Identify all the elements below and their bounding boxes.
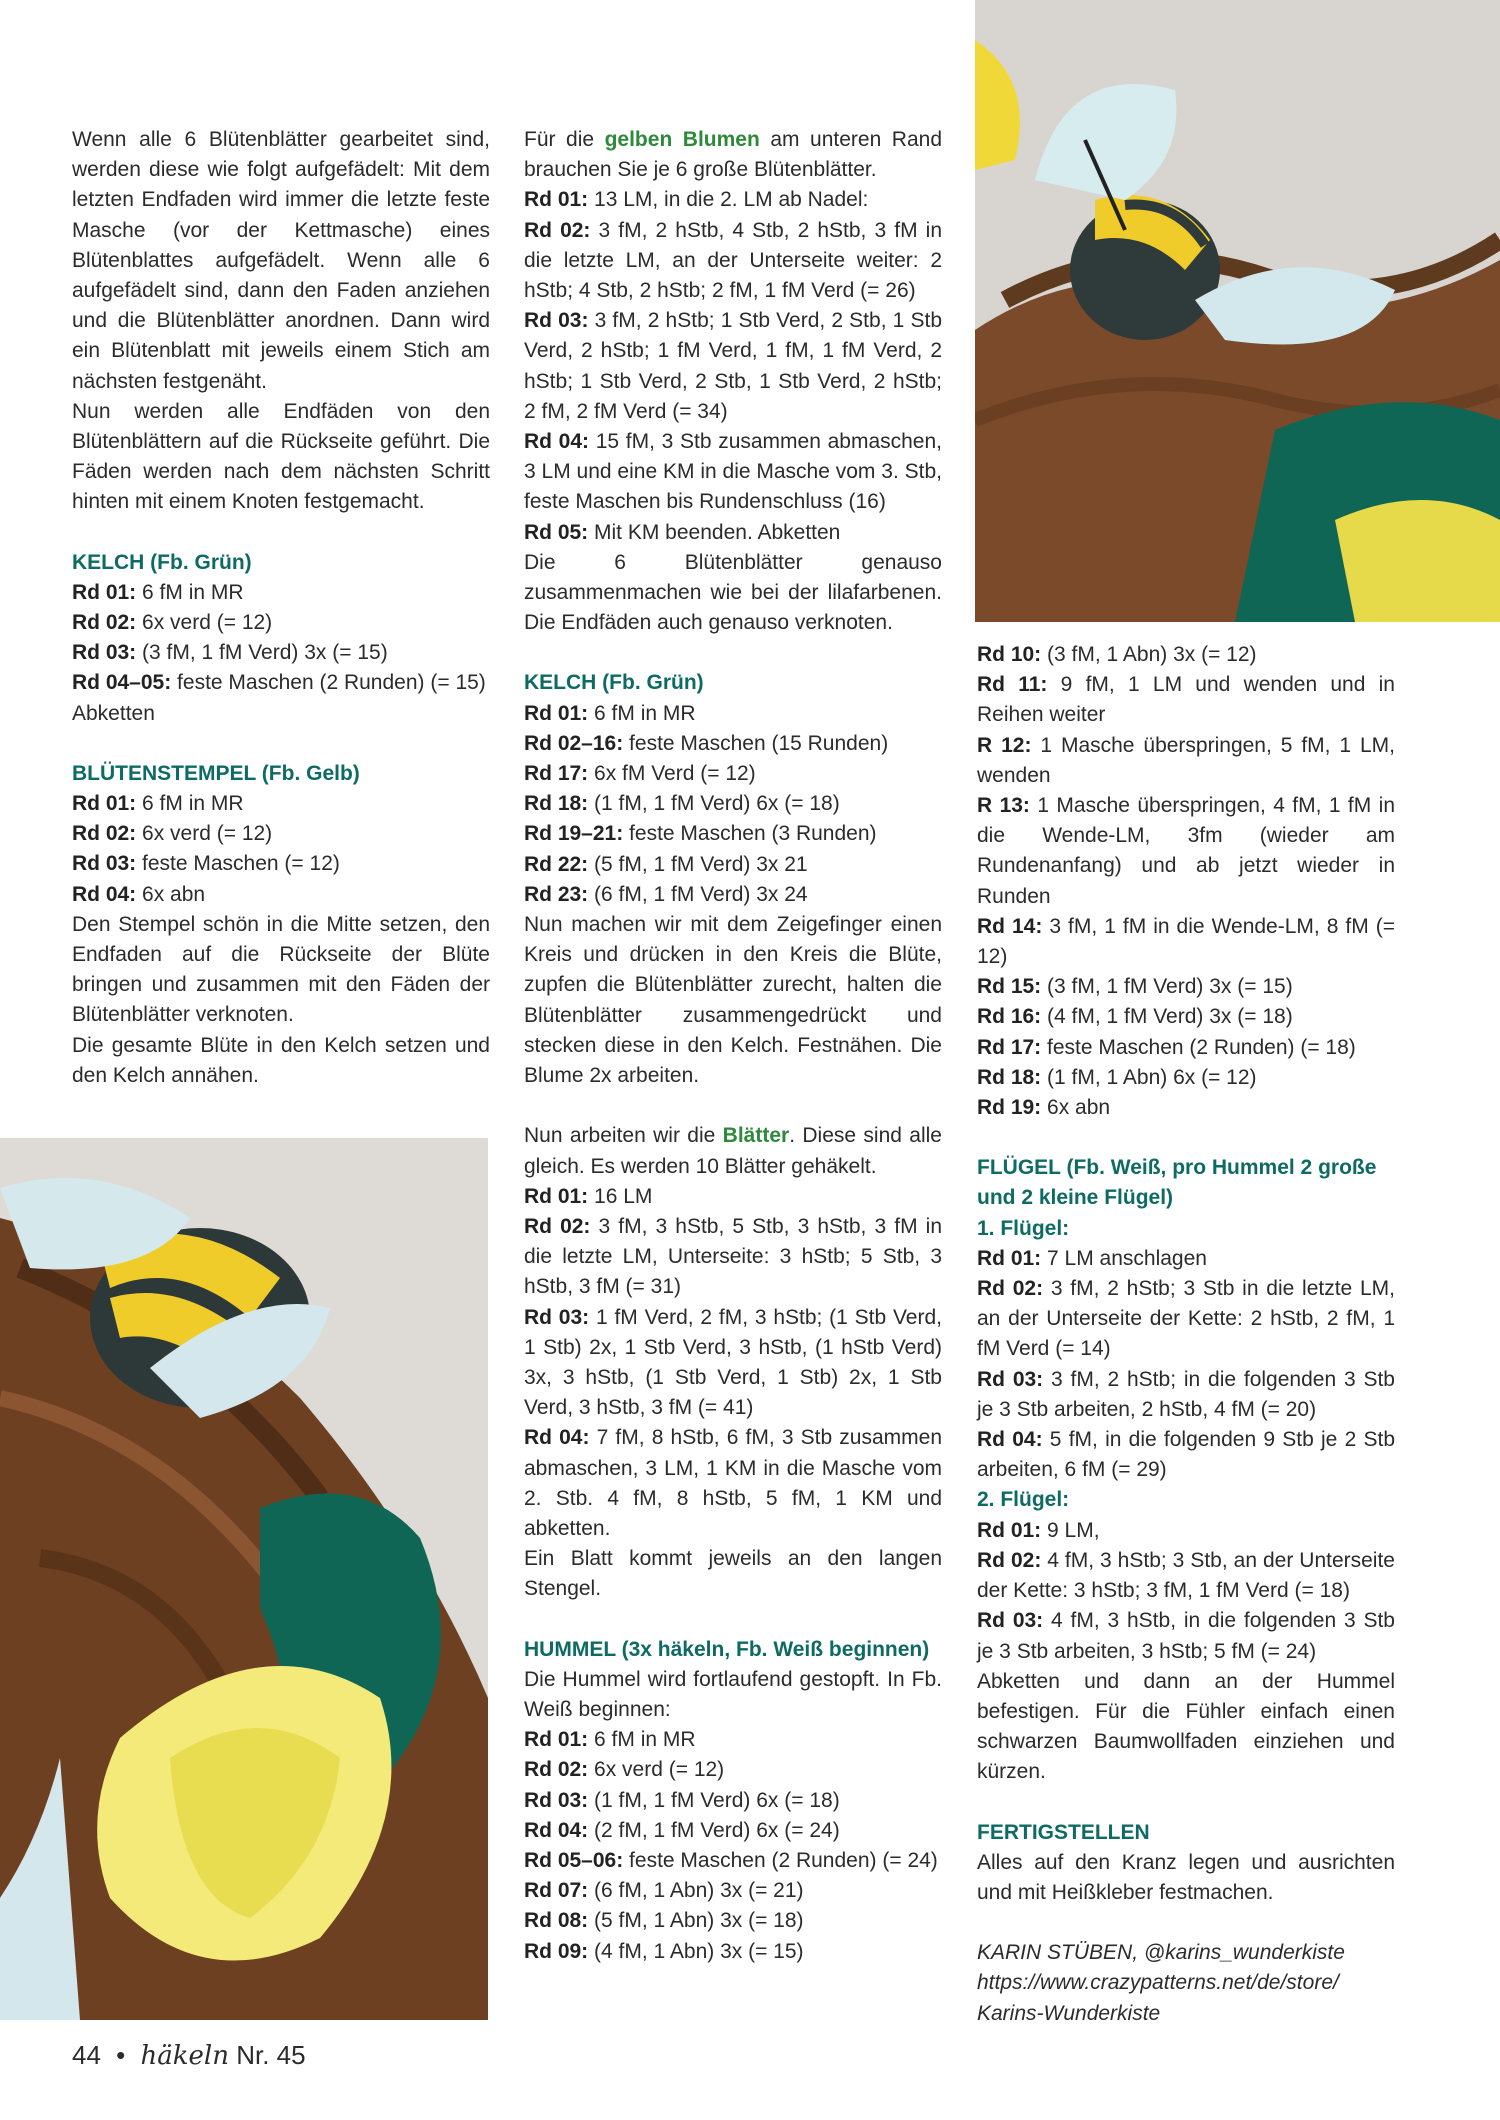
round-line: R 13: 1 Masche überspringen, 4 fM, 1 fM in die Wende-LM, 3fm (wieder am Rundenanfang) und ab jetzt wieder in Runden [977,794,1396,908]
magazine-name: häkeln [140,2041,229,2071]
round-line: Rd 03: 1 fM Verd, 2 fM, 3 hStb; (1 Stb Verd, 1 Stb) 2x, 1 Stb Verd, 3 hStb, (1 hStb Verd) 3x, 3 hStb, (1 Stb Verd, 1 Stb) 2x, 1 Stb Verd, 3 hStb, 3 fM (= 41) [524,1305,942,1420]
round-line: Rd 04: 5 fM, in die folgenden 9 Stb je 2 Stb arbeiten, 6 fM (= 29) [977,1428,1395,1482]
section-heading-hummel: HUMMEL (3x häkeln, Fb. Weiß beginnen) [524,1637,930,1661]
round-line: Rd 02–16: feste Maschen (15 Runden) [524,731,889,755]
round-line: Rd 17: feste Maschen (2 Runden) (= 18) [977,1035,1356,1059]
paragraph: Wenn alle 6 Blütenblätter gearbeitet sind, werden diese wie folgt aufgefädelt: Mit dem letzten Endfaden wird immer die letzte feste Masche (vor der Kettmasche) eines Blütenblattes aufgefädelt. Wenn alle 6 aufgefädelt sind, dann den Faden anziehen und die Blütenblätter anordnen. Dann wird ein Blütenblatt mit jeweils einem Stich am nächsten festgenäht. [72,128,490,393]
round-line: Rd 15: (3 fM, 1 fM Verd) 3x (= 15) [977,975,1293,999]
round-line: Rd 02: 3 fM, 3 hStb, 5 Stb, 3 hStb, 3 fM in die letzte LM, Unterseite: 3 hStb; 5 Stb, 3 hStb, 3 fM (= 31) [524,1214,942,1299]
round-line: Rd 01: 6 fM in MR [72,580,244,604]
round-line: Rd 09: (4 fM, 1 Abn) 3x (= 15) [524,1939,804,1963]
round-line: Rd 01: 6 fM in MR [524,701,696,725]
round-line: Rd 01: 6 fM in MR [524,1728,696,1752]
round-line: Rd 07: (6 fM, 1 Abn) 3x (= 21) [524,1879,804,1903]
section-heading-kelch: KELCH (Fb. Grün) [524,671,704,695]
round-line: Rd 04–05: feste Maschen (2 Runden) (= 15) [72,671,486,695]
issue-number: Nr. 45 [236,2040,306,2070]
round-line: Rd 03: feste Maschen (= 12) [72,852,340,876]
round-line: Rd 02: 6x verd (= 12) [72,822,273,846]
paragraph: Für die gelben Blumen am unteren Rand brauchen Sie je 6 große Blütenblätter. [524,128,942,182]
round-line: Rd 01: 16 LM [524,1184,653,1208]
round-line: Rd 03: 3 fM, 2 hStb; in die folgenden 3 Stb je 3 Stb arbeiten, 2 hStb, 4 fM (= 20) [977,1367,1395,1421]
round-line: Rd 02: 6x verd (= 12) [524,1758,725,1782]
round-line: Rd 02: 3 fM, 2 hStb, 4 Stb, 2 hStb, 3 fM in die letzte LM, an der Unterseite weiter: 2 hStb; 4 Stb, 2 hStb; 2 fM, 1 fM Verd (= 26) [524,218,942,303]
round-line: Rd 01: 6 fM in MR [72,792,244,816]
paragraph: Nun werden alle Endfäden von den Blütenblättern auf die Rückseite geführt. Die Fäden werden nach dem nächsten Schritt hinten mit einem Knoten festgemacht. [72,399,490,514]
section-heading-fluegel: FLÜGEL (Fb. Weiß, pro Hummel 2 große und 2 kleine Flügel) [977,1156,1377,1210]
round-line: Rd 01: 13 LM, in die 2. LM ab Nadel: [524,188,869,212]
author-url-continued[interactable]: Karins-Wunderkiste [977,2001,1161,2025]
footer-bullet: • [116,2040,126,2070]
column-left [72,125,490,1091]
round-line: Rd 10: (3 fM, 1 Abn) 3x (= 12) [977,643,1257,666]
round-line: Rd 04: 15 fM, 3 Stb zusammen abmaschen, 3 LM und eine KM in die Masche vom 3. Stb, feste Maschen bis Rundenschluss (16) [524,430,942,514]
round-line: Rd 04: 7 fM, 8 hStb, 6 fM, 3 Stb zusammen abmaschen, 3 LM, 1 KM in die Masche vom 2. Stb. 4 fM, 8 hStb, 5 fM, 1 KM und abketten. [524,1426,942,1540]
round-line: Rd 17: 6x fM Verd (= 12) [524,762,756,786]
paragraph: Nun machen wir mit dem Zeigefinger einen Kreis und drücken in den Kreis die Blüte, zupfen die Blütenblätter zurecht, halten die Blütenblätter zusammengedrückt und stecken diese in den Kelch. Festnähen. Die Blume 2x arbeiten. [524,913,942,1088]
paragraph: Abketten [72,701,155,725]
round-line: Rd 04: (2 fM, 1 fM Verd) 6x (= 24) [524,1818,840,1842]
column-middle [524,125,942,1967]
round-line: Rd 03: 3 fM, 2 hStb; 1 Stb Verd, 2 Stb, 1 Stb Verd, 2 hStb; 1 fM Verd, 1 fM, 1 fM Verd, 2 hStb; 1 Stb Verd, 2 Stb, 1 Stb Verd, 2 hStb; 2 fM, 2 fM Verd (= 34) [524,309,942,423]
column-right [977,640,1395,2029]
author-url[interactable]: https://www.crazypatterns.net/de/store/ [977,1971,1339,1995]
page-number: 44 [72,2040,101,2070]
round-line: Rd 02: 3 fM, 2 hStb; 3 Stb in die letzte LM, an der Unterseite der Kette: 2 hStb, 2 fM, 1 fM Verd (= 14) [977,1277,1395,1361]
section-heading-kelch: KELCH (Fb. Grün) [72,550,252,574]
round-line: Rd 19–21: feste Maschen (3 Runden) [524,822,877,846]
round-line: Rd 02: 6x verd (= 12) [72,611,273,635]
paragraph: Alles auf den Kranz legen und ausrichten und mit Heißkleber festmachen. [977,1850,1395,1904]
page-footer [72,2040,306,2071]
paragraph: Den Stempel schön in die Mitte setzen, den Endfaden auf die Rückseite der Blüte bringen und zusammen mit den Fäden der Blütenblätter verknoten. [72,912,490,1027]
round-line: Rd 19: 6x abn [977,1096,1111,1120]
paragraph: Die Hummel wird fortlaufend gestopft. In Fb. Weiß beginnen: [524,1667,942,1721]
round-line: Rd 03: (3 fM, 1 fM Verd) 3x (= 15) [72,641,388,665]
photo-bumblebee-top [975,0,1500,622]
round-line: Rd 08: (5 fM, 1 Abn) 3x (= 18) [524,1909,804,1933]
round-line: R 12: 1 Masche überspringen, 5 fM, 1 LM, wenden [977,733,1395,787]
author-credit: KARIN STÜBEN, @karins_wunderkiste [977,1941,1345,1965]
round-line: Rd 02: 4 fM, 3 hStb; 3 Stb, an der Unterseite der Kette: 3 hStb; 3 fM, 1 fM Verd (= 18) [977,1548,1395,1603]
round-line: Rd 04: 6x abn [72,882,206,906]
round-line: Rd 14: 3 fM, 1 fM in die Wende-LM, 8 fM (= 12) [977,914,1396,969]
paragraph: Nun arbeiten wir die Blätter. Diese sind alle gleich. Es werden 10 Blätter gehäkelt. [524,1124,942,1178]
round-line: Rd 01: 9 LM, [977,1518,1100,1542]
round-line: Rd 23: (6 fM, 1 fM Verd) 3x 24 [524,882,808,906]
subheading-fluegel-2: 2. Flügel: [977,1488,1070,1512]
round-line: Rd 22: (5 fM, 1 fM Verd) 3x 21 [524,852,808,876]
round-line: Rd 11: 9 fM, 1 LM und wenden und in Reihen weiter [977,673,1395,727]
subheading-fluegel-1: 1. Flügel: [977,1216,1070,1240]
paragraph: Die 6 Blütenblätter genauso zusammenmachen wie bei der lilafarbenen. Die Endfäden auch genauso verknoten. [524,550,942,635]
round-line: Rd 03: (1 fM, 1 fM Verd) 6x (= 18) [524,1788,840,1812]
section-heading-fertigstellen: FERTIGSTELLEN [977,1820,1150,1844]
round-line: Rd 03: 4 fM, 3 hStb, in die folgenden 3 Stb je 3 Stb arbeiten, 3 hStb; 5 fM (= 24) [977,1609,1395,1663]
photo-bumblebee-flower [0,1138,488,2020]
paragraph: Abketten und dann an der Hummel befestigen. Für die Fühler einfach einen schwarzen Baumwollfaden einziehen und kürzen. [977,1669,1395,1784]
round-line: Rd 18: (1 fM, 1 Abn) 6x (= 12) [977,1065,1257,1089]
round-line: Rd 05: Mit KM beenden. Abketten [524,520,841,544]
paragraph: Ein Blatt kommt jeweils an den langen Stengel. [524,1547,942,1601]
section-heading-stempel: BLÜTENSTEMPEL (Fb. Gelb) [72,761,360,785]
round-line: Rd 05–06: feste Maschen (2 Runden) (= 24) [524,1848,938,1872]
paragraph: Die gesamte Blüte in den Kelch setzen und den Kelch annähen. [72,1033,490,1087]
round-line: Rd 01: 7 LM anschlagen [977,1246,1207,1270]
round-line: Rd 16: (4 fM, 1 fM Verd) 3x (= 18) [977,1005,1293,1029]
round-line: Rd 18: (1 fM, 1 fM Verd) 6x (= 18) [524,792,840,816]
